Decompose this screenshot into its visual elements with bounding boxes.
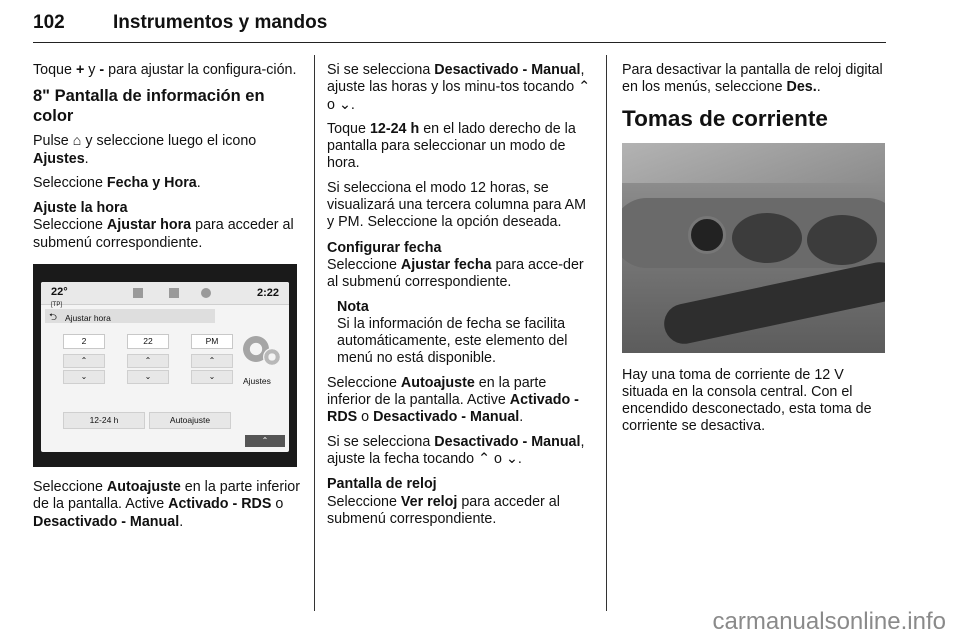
subheading-color-display: 8" Pantalla de información en color [33,87,265,126]
temperature: 22° [51,286,68,299]
back-button[interactable] [45,309,215,323]
page-number: 102 [33,12,65,33]
paragraph: Pulse ⌂ y seleccione luego el icono Ajustes. [33,133,257,167]
column-2 [327,62,593,535]
clock: 2:22 [256,287,279,300]
cup-holder-image [807,215,877,265]
home-icon: ⌂ [72,133,82,150]
note-text: Si la información de fecha se facilita automáticamente, este elemento del menú no está disponible. [337,315,568,367]
note-box [327,299,593,368]
cup-holder-image [732,213,802,263]
subheading-date: Configurar fecha [327,239,442,256]
note-title: Nota [337,298,369,315]
hour-down-button[interactable]: ⌄ [63,370,105,384]
hour-field: 2 [63,334,105,349]
ampm-up-button[interactable]: ⌃ [191,354,233,368]
paragraph: Si selecciona el modo 12 horas, se visualizará una tercera columna para AM y PM. Seleccione la opción deseada. [327,179,587,231]
paragraph: Seleccione Autoajuste en la parte inferior de la pantalla. Active Activado - RDS o Desactivado - Manual. [33,479,301,530]
settings-label[interactable]: Ajustes [243,376,271,387]
watermark: carmanualsonline.info [712,608,946,635]
column-3 [622,62,888,443]
power-outlet-photo [622,143,885,353]
paragraph: Para desactivar la pantalla de reloj digital en los menús, seleccione Des.. [622,62,883,96]
subheading-time: Ajuste la hora [33,200,128,217]
minute-down-button[interactable]: ⌄ [127,370,169,384]
autoajuste-button[interactable]: Autoajuste [149,412,231,429]
hour-up-button[interactable]: ⌃ [63,354,105,368]
paragraph: Si se selecciona Desactivado - Manual, ajuste las horas y los minu-tos tocando ⌃ o ⌄. [327,62,591,113]
paragraph: Toque + y - para ajustar la configura-ción. [33,62,297,78]
paragraph: Si se selecciona Desactivado - Manual, ajuste la fecha tocando ⌃ o ⌄. [327,433,585,467]
status-bar [41,282,289,309]
paragraph: Seleccione Autoajuste en la parte inferior de la pantalla. Active Activado - RDS o Desactivado - Manual. [327,374,579,426]
paragraph: Seleccione Ajustar hora para acceder al submenú correspondiente. [33,217,294,251]
column-divider [606,55,607,611]
ampm-down-button[interactable]: ⌄ [191,370,233,384]
back-arrow-icon: ⮌ [49,312,58,324]
power-socket-image [688,216,726,254]
page-header [33,8,886,43]
ampm-field: PM [191,334,233,349]
screen-display [41,282,289,452]
media-icon [201,288,211,298]
section-title: Instrumentos y mandos [113,12,328,33]
scroll-up-button[interactable]: ⌃ [245,435,285,447]
nav-icon [133,288,143,298]
section-heading-power-outlets: Tomas de corriente [622,105,828,131]
btn-12-24[interactable]: 12-24 h [63,412,145,429]
column-1 [33,62,301,538]
tp-indicator: [TP] [51,302,63,309]
photo-detail [622,143,885,183]
handbrake-image [660,258,885,347]
gear-icon [263,348,281,366]
column-divider [314,55,315,611]
paragraph: Hay una toma de corriente de 12 V situada en la consola central. Con el encendido desconectado, esta toma de corriente se desactiva. [622,366,872,435]
time-settings-screen-figure [33,264,297,467]
minute-field: 22 [127,334,169,349]
screen-title: Ajustar hora [65,313,111,324]
paragraph: Seleccione Fecha y Hora. [33,174,201,191]
subheading-clock: Pantalla de reloj [327,476,437,493]
paragraph: Seleccione Ver reloj para acceder al submenú correspondiente. [327,493,560,527]
paragraph: Seleccione Ajustar fecha para acce-der al submenú correspondiente. [327,256,584,291]
paragraph: Toque 12-24 h en el lado derecho de la pantalla para seleccionar un modo de hora. [327,120,576,172]
phone-icon [169,288,179,298]
minute-up-button[interactable]: ⌃ [127,354,169,368]
